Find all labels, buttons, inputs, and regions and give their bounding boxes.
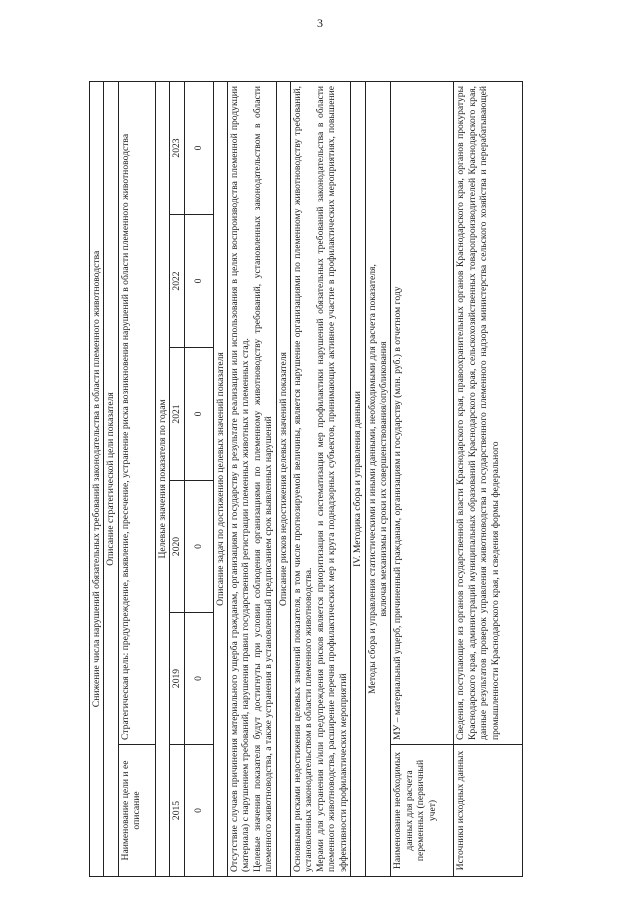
value-cell: 0 [184,348,213,481]
rotated-page-content [89,82,609,877]
value-cell: 0 [184,81,213,214]
strategic-goal-header: Описание стратегической цели показателя [104,81,118,876]
risks-text: Основными рисками недостижения целевых значений показателя, в том числе прогнозируемой величины, является нарушение организациями по племенному животноводству требований, установленных законодательством в области племенного животноводства. Мерами для устранения и/или предупреждения рисков является приоритизация и систематизация мер профилактики нарушений обязательных требований законодательства в области племенного животноводства, расширение перечня профилактических мер и круга поднадзорных субъектов, принимающих активное участие в профилактических мероприятиях, повышение эффективности профилактических мероприятий [291,81,351,876]
value-cell: 0 [184,481,213,613]
year-cell: 2020 [170,481,184,613]
page-number: 3 [317,16,323,30]
tasks-header: Описание задач по достижению целевых значений показателя [213,81,227,876]
value-cell: 0 [184,745,213,877]
section-iv-title: IV. Методика сбора и управления данными [351,81,365,876]
source-data-text: Сведения, поступающие из органов государственной власти Краснодарского края, правоохранительных органов Краснодарского края, органов прокуратуры Краснодарского края, администраций муниципальных образований Краснодарского края, сельскохозяйственных товаропроизводителей Краснодарского края, данные результатов проверок управления животноводства и государственного племенного надзора министерства сельского хозяйства и перерабатывающей промышленности Краснодарского края, и сведения формы федерального [454,81,523,744]
goal-name-label: Наименование цели и ее описание [118,745,155,877]
strategic-goal-text: Стратегическая цель: предупреждение, выявление, пресечение, устранение риска возникновения нарушений в области племенного животноводства [118,81,155,744]
risks-header: Описание рисков недостижения целевых значений показателя [276,81,290,876]
year-cell: 2015 [170,745,184,877]
target-values-header: Целевые значения показателя по годам [155,81,169,876]
variable-data-text: МУ – материальный ущерб, причиненный гражданам, организациям и государству (млн. руб.) в отчетном году [391,81,454,744]
indicator-name: Снижение числа нарушений обязательных требований законодательства в области племенного животноводства [90,81,104,876]
methods-header-line1: Методы сбора и управления статистическими и иными данными, необходимыми для расчета показателя, [366,264,378,694]
year-cell: 2023 [170,81,184,214]
value-cell: 0 [184,215,213,348]
variable-data-label: Наименование необходимых данных для расчета переменных (первичный учет) [391,745,454,877]
year-cell: 2021 [170,348,184,481]
tasks-text: Отсутствие случаев причинения материального ущерба гражданам, организациям и государству в результате реализации или использования в целях воспроизводства племенной продукции (материала) с нарушением требований, нарушения правил государственной регистрации племенных животных и племенных стад. Целевые значения показателя будут достигнуты при условии соблюдения организациями по племенному животноводству требований, установленных законодательством в области племенного животноводства, а также устранения в установленный предписанием срок выявленных нарушений [228,81,277,876]
year-cell: 2022 [170,215,184,348]
indicator-table [89,81,523,877]
year-cell: 2019 [170,613,184,745]
methods-header-line2: включая механизмы и сроки их совершенствования/опубликования [377,341,389,617]
value-cell: 0 [184,613,213,745]
methods-header [365,81,391,876]
source-data-label: Источники исходных данных [454,745,523,877]
